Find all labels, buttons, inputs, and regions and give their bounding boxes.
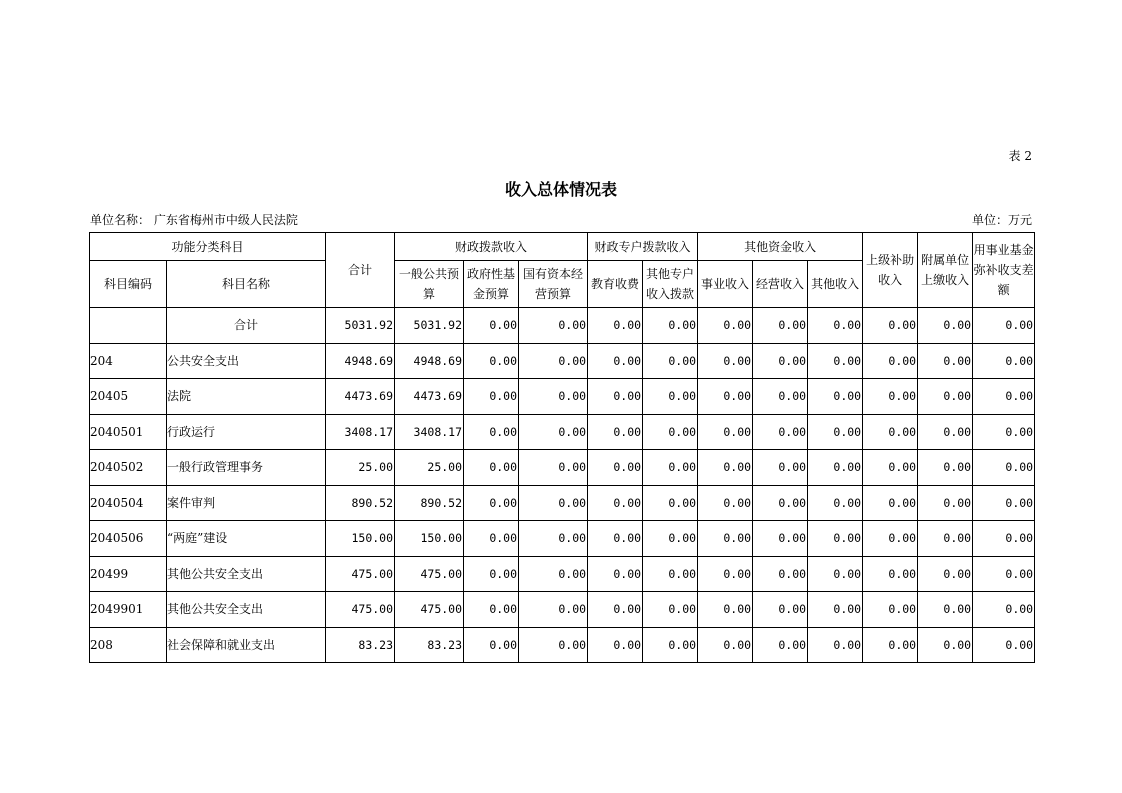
row-code: 208: [90, 627, 167, 663]
row-name: 合计: [167, 308, 326, 344]
table-row: [90, 485, 1035, 521]
header-operating: 经营收入: [753, 261, 808, 308]
header-subsidiary-payment: 附属单位上缴收入: [918, 233, 973, 308]
row-value: 0.00: [464, 521, 519, 557]
row-value: 5031.92: [326, 308, 395, 344]
row-value: 4473.69: [395, 379, 464, 415]
row-value: 0.00: [753, 485, 808, 521]
row-value: 150.00: [395, 521, 464, 557]
row-value: 0.00: [918, 343, 973, 379]
row-value: 0.00: [698, 556, 753, 592]
row-value: 0.00: [973, 308, 1035, 344]
row-value: 890.52: [326, 485, 395, 521]
row-value: 0.00: [808, 521, 863, 557]
table-row: [90, 308, 1035, 344]
row-value: 0.00: [973, 556, 1035, 592]
row-value: 0.00: [519, 414, 588, 450]
row-value: 0.00: [519, 485, 588, 521]
row-value: 0.00: [519, 343, 588, 379]
row-value: 4948.69: [395, 343, 464, 379]
row-value: 0.00: [643, 308, 698, 344]
row-value: 0.00: [808, 485, 863, 521]
row-value: 0.00: [918, 521, 973, 557]
row-value: 0.00: [519, 627, 588, 663]
header-education: 教育收费: [588, 261, 643, 308]
row-value: 0.00: [698, 379, 753, 415]
row-value: 0.00: [808, 627, 863, 663]
row-value: 0.00: [643, 592, 698, 628]
row-value: 0.00: [588, 521, 643, 557]
row-code: 2040501: [90, 414, 167, 450]
row-value: 150.00: [326, 521, 395, 557]
row-value: 0.00: [588, 485, 643, 521]
row-value: 0.00: [863, 414, 918, 450]
row-value: 0.00: [698, 521, 753, 557]
row-value: 0.00: [588, 627, 643, 663]
table-row: [90, 592, 1035, 628]
row-value: 0.00: [753, 379, 808, 415]
header-general-budget: 一般公共预算: [395, 261, 464, 308]
row-value: 0.00: [808, 450, 863, 486]
row-code: 20405: [90, 379, 167, 415]
row-value: 0.00: [973, 414, 1035, 450]
row-value: 0.00: [753, 592, 808, 628]
row-value: 475.00: [326, 556, 395, 592]
header-name: 科目名称: [167, 261, 326, 308]
row-value: 0.00: [464, 414, 519, 450]
row-value: 0.00: [643, 521, 698, 557]
row-name: 案件审判: [167, 485, 326, 521]
row-value: 0.00: [698, 450, 753, 486]
row-value: 0.00: [753, 414, 808, 450]
row-value: 475.00: [395, 592, 464, 628]
row-value: 0.00: [643, 343, 698, 379]
header-other-special: 其他专户收入拨款: [643, 261, 698, 308]
header-other-funds: 其他资金收入: [698, 233, 863, 261]
unit-name: 单位名称： 广东省梅州市中级人民法院: [90, 213, 298, 227]
row-value: 475.00: [326, 592, 395, 628]
row-value: 0.00: [519, 592, 588, 628]
header-gov-fund: 政府性基金预算: [464, 261, 519, 308]
row-value: 0.00: [588, 379, 643, 415]
row-value: 0.00: [863, 592, 918, 628]
row-value: 0.00: [519, 556, 588, 592]
row-value: 0.00: [863, 343, 918, 379]
header-func-class: 功能分类科目: [90, 233, 326, 261]
row-name: 其他公共安全支出: [167, 556, 326, 592]
row-value: 0.00: [643, 627, 698, 663]
row-value: 0.00: [753, 521, 808, 557]
row-value: 0.00: [973, 485, 1035, 521]
row-value: 0.00: [464, 379, 519, 415]
row-code: [90, 308, 167, 344]
income-table: [89, 232, 1035, 663]
row-value: 0.00: [808, 556, 863, 592]
row-value: 0.00: [808, 379, 863, 415]
row-value: 0.00: [918, 485, 973, 521]
row-value: 0.00: [464, 556, 519, 592]
row-value: 0.00: [464, 450, 519, 486]
row-value: 0.00: [464, 592, 519, 628]
row-value: 4473.69: [326, 379, 395, 415]
row-value: 0.00: [973, 450, 1035, 486]
row-value: 0.00: [753, 627, 808, 663]
row-value: 25.00: [326, 450, 395, 486]
header-code: 科目编码: [90, 261, 167, 308]
row-code: 20499: [90, 556, 167, 592]
row-value: 3408.17: [326, 414, 395, 450]
row-value: 0.00: [698, 414, 753, 450]
row-value: 0.00: [464, 485, 519, 521]
row-value: 83.23: [395, 627, 464, 663]
row-code: 2049901: [90, 592, 167, 628]
row-value: 5031.92: [395, 308, 464, 344]
row-value: 0.00: [863, 556, 918, 592]
header-total: 合计: [326, 233, 395, 308]
table-row: [90, 379, 1035, 415]
header-fund-offset: 用事业基金弥补收支差额: [973, 233, 1035, 308]
row-value: 0.00: [588, 556, 643, 592]
row-value: 0.00: [973, 521, 1035, 557]
row-value: 83.23: [326, 627, 395, 663]
header-fiscal-special: 财政专户拨款收入: [588, 233, 698, 261]
row-value: 0.00: [519, 308, 588, 344]
header-fiscal: 财政拨款收入: [395, 233, 588, 261]
row-value: 0.00: [863, 450, 918, 486]
row-value: 0.00: [588, 308, 643, 344]
row-value: 0.00: [588, 592, 643, 628]
row-value: 0.00: [464, 308, 519, 344]
page-title: 收入总体情况表: [504, 180, 617, 199]
row-value: 0.00: [698, 308, 753, 344]
row-value: 0.00: [464, 343, 519, 379]
row-value: 0.00: [753, 450, 808, 486]
header-other: 其他收入: [808, 261, 863, 308]
row-value: 0.00: [918, 556, 973, 592]
row-value: 0.00: [519, 521, 588, 557]
row-name: 一般行政管理事务: [167, 450, 326, 486]
row-value: 0.00: [973, 627, 1035, 663]
row-code: 2040502: [90, 450, 167, 486]
row-value: 0.00: [808, 414, 863, 450]
row-value: 475.00: [395, 556, 464, 592]
row-value: 0.00: [973, 343, 1035, 379]
row-value: 0.00: [643, 450, 698, 486]
row-value: 0.00: [918, 414, 973, 450]
row-value: 0.00: [643, 556, 698, 592]
header-superior-subsidy: 上级补助收入: [863, 233, 918, 308]
row-value: 0.00: [973, 592, 1035, 628]
row-value: 0.00: [698, 592, 753, 628]
row-value: 0.00: [918, 379, 973, 415]
row-value: 0.00: [698, 627, 753, 663]
row-value: 0.00: [643, 379, 698, 415]
unit-label: 单位：万元: [971, 213, 1032, 227]
row-value: 0.00: [918, 308, 973, 344]
row-value: 0.00: [753, 343, 808, 379]
row-value: 25.00: [395, 450, 464, 486]
row-code: 204: [90, 343, 167, 379]
row-value: 0.00: [808, 343, 863, 379]
row-value: 0.00: [698, 343, 753, 379]
row-value: 0.00: [863, 521, 918, 557]
row-value: 0.00: [863, 308, 918, 344]
row-value: 0.00: [588, 450, 643, 486]
row-value: 0.00: [863, 379, 918, 415]
row-value: 0.00: [808, 308, 863, 344]
row-value: 4948.69: [326, 343, 395, 379]
row-code: 2040504: [90, 485, 167, 521]
row-name: 法院: [167, 379, 326, 415]
row-value: 0.00: [753, 308, 808, 344]
table-row: [90, 450, 1035, 486]
row-code: 2040506: [90, 521, 167, 557]
row-value: 0.00: [808, 592, 863, 628]
row-value: 0.00: [973, 379, 1035, 415]
table-row: [90, 556, 1035, 592]
row-value: 0.00: [519, 450, 588, 486]
row-value: 0.00: [588, 343, 643, 379]
row-name: 其他公共安全支出: [167, 592, 326, 628]
row-value: 0.00: [753, 556, 808, 592]
row-value: 0.00: [643, 414, 698, 450]
table-row: [90, 627, 1035, 663]
row-value: 0.00: [519, 379, 588, 415]
row-value: 0.00: [643, 485, 698, 521]
row-name: 社会保障和就业支出: [167, 627, 326, 663]
row-value: 890.52: [395, 485, 464, 521]
row-name: 行政运行: [167, 414, 326, 450]
row-value: 0.00: [863, 485, 918, 521]
row-value: 0.00: [918, 627, 973, 663]
row-value: 0.00: [464, 627, 519, 663]
row-value: 0.00: [698, 485, 753, 521]
table-row: [90, 414, 1035, 450]
header-state-capital: 国有资本经营预算: [519, 261, 588, 308]
table-row: [90, 521, 1035, 557]
row-value: 3408.17: [395, 414, 464, 450]
row-value: 0.00: [588, 414, 643, 450]
row-value: 0.00: [918, 450, 973, 486]
header-business: 事业收入: [698, 261, 753, 308]
table-number: 表 2: [1008, 149, 1032, 163]
row-value: 0.00: [863, 627, 918, 663]
row-name: 公共安全支出: [167, 343, 326, 379]
table-row: [90, 343, 1035, 379]
row-value: 0.00: [918, 592, 973, 628]
row-name: “两庭”建设: [167, 521, 326, 557]
